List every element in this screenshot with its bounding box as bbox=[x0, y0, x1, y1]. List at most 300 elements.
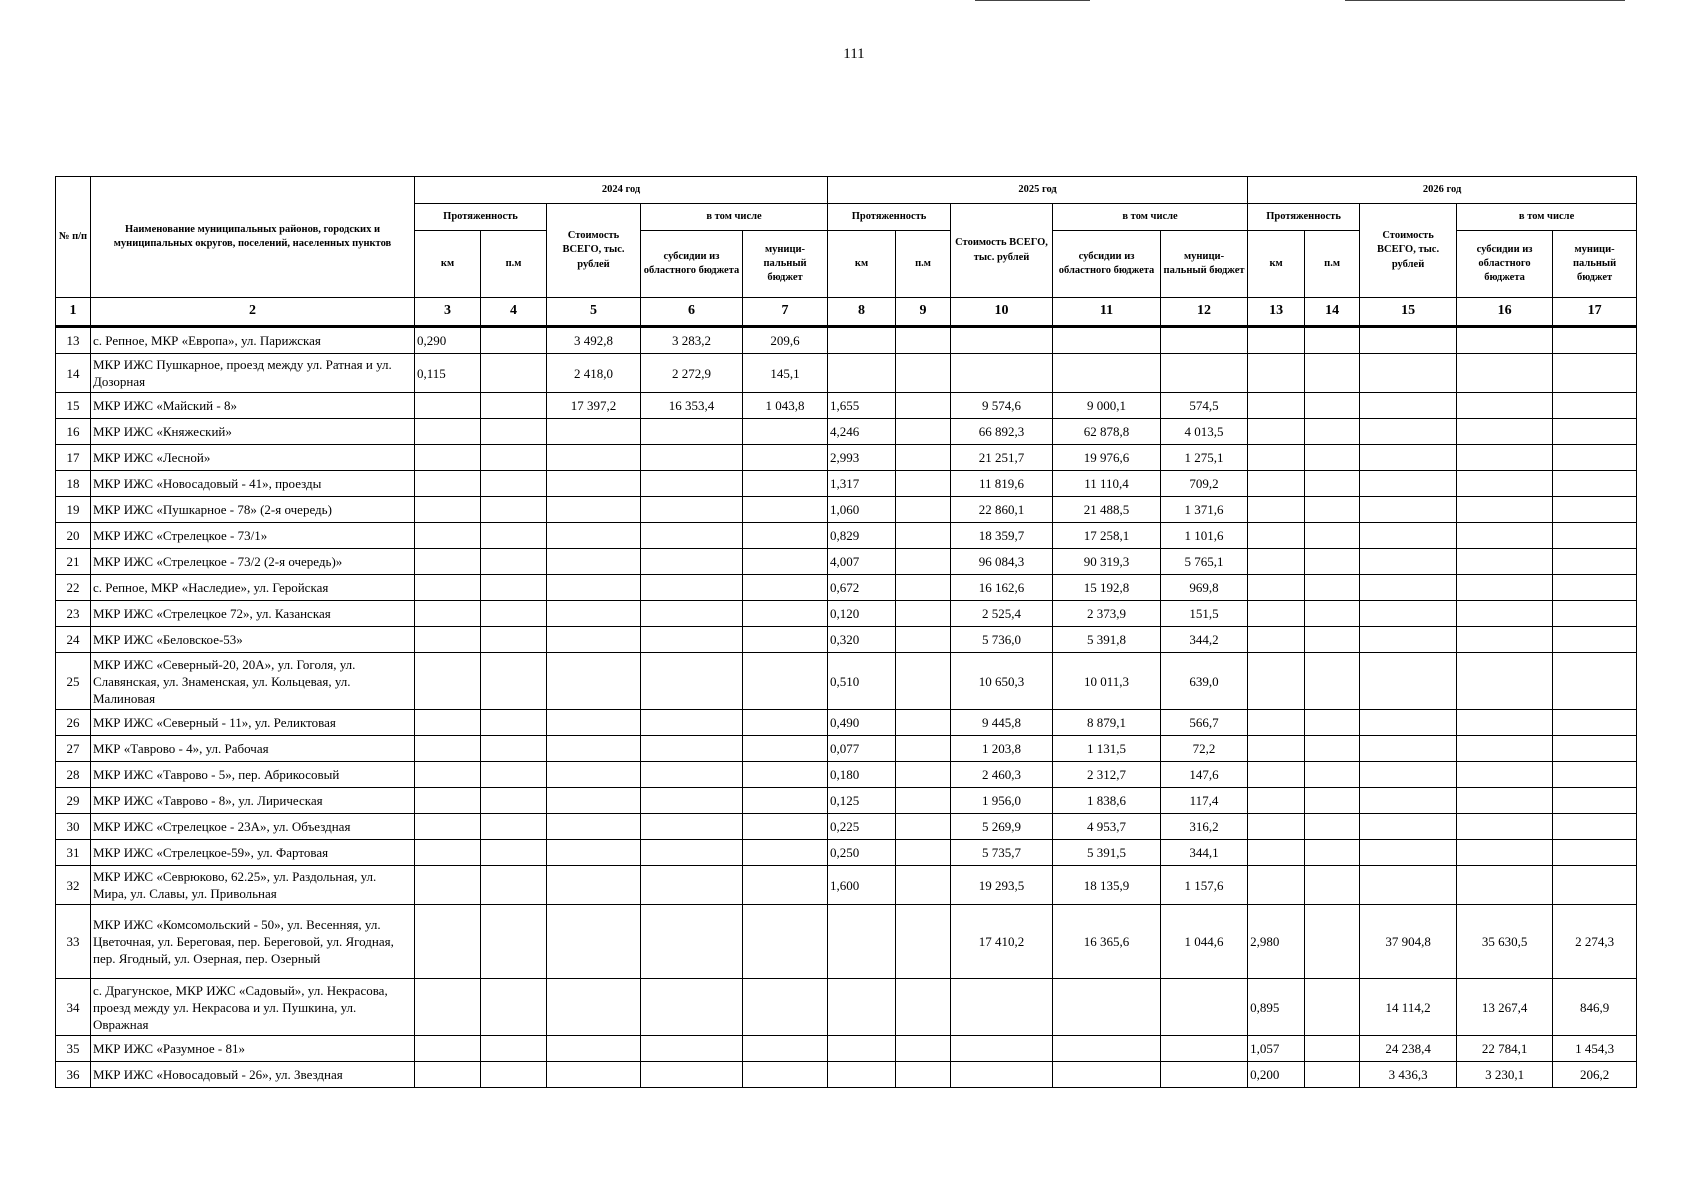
cell-col-14 bbox=[1305, 327, 1360, 354]
cell-col-4 bbox=[481, 393, 547, 419]
row-number: 13 bbox=[56, 327, 91, 354]
cell-col-10 bbox=[951, 354, 1053, 393]
cell-col-16: 3 230,1 bbox=[1457, 1062, 1553, 1088]
cell-col-17 bbox=[1553, 601, 1637, 627]
cell-col-17 bbox=[1553, 710, 1637, 736]
cell-col-13 bbox=[1248, 627, 1305, 653]
cell-col-15: 3 436,3 bbox=[1360, 1062, 1457, 1088]
cell-col-6 bbox=[641, 840, 743, 866]
row-number: 23 bbox=[56, 601, 91, 627]
cell-col-13 bbox=[1248, 653, 1305, 710]
cell-col-11: 5 391,8 bbox=[1053, 627, 1161, 653]
cell-col-6 bbox=[641, 653, 743, 710]
table-row bbox=[56, 653, 1637, 710]
location-name: МКР ИЖС «Стрелецкое - 23А», ул. Объездная bbox=[91, 814, 415, 840]
location-name: МКР ИЖС «Комсомольский - 50», ул. Весенняя, ул. Цветочная, ул. Береговая, пер. Береговой, ул. Ягодная, пер. Ягодный, ул. Озерная, пер. Озерный bbox=[91, 905, 415, 979]
cell-col-8 bbox=[828, 327, 896, 354]
cell-col-15 bbox=[1360, 445, 1457, 471]
cell-col-13: 0,895 bbox=[1248, 979, 1305, 1036]
cell-col-4 bbox=[481, 762, 547, 788]
cell-col-11: 8 879,1 bbox=[1053, 710, 1161, 736]
cell-col-9 bbox=[896, 788, 951, 814]
cell-col-17 bbox=[1553, 736, 1637, 762]
location-name: МКР «Таврово - 4», ул. Рабочая bbox=[91, 736, 415, 762]
cell-col-7 bbox=[743, 1036, 828, 1062]
cell-col-12: 72,2 bbox=[1161, 736, 1248, 762]
cell-col-10: 1 203,8 bbox=[951, 736, 1053, 762]
cell-col-7 bbox=[743, 1062, 828, 1088]
cell-col-16 bbox=[1457, 840, 1553, 866]
cell-col-12: 1 275,1 bbox=[1161, 445, 1248, 471]
cell-col-12: 566,7 bbox=[1161, 710, 1248, 736]
cell-col-16 bbox=[1457, 523, 1553, 549]
cell-col-5 bbox=[547, 866, 641, 905]
cell-col-5 bbox=[547, 1062, 641, 1088]
cell-col-4 bbox=[481, 1036, 547, 1062]
table-row bbox=[56, 788, 1637, 814]
cell-col-3 bbox=[415, 627, 481, 653]
cell-col-8: 0,120 bbox=[828, 601, 896, 627]
location-name: с. Драгунское, МКР ИЖС «Садовый», ул. Некрасова, проезд между ул. Некрасова и ул. Пушкина, ул. Овражная bbox=[91, 979, 415, 1036]
cell-col-15 bbox=[1360, 627, 1457, 653]
column-number: 1 bbox=[56, 298, 91, 327]
cell-col-17 bbox=[1553, 575, 1637, 601]
cell-col-13 bbox=[1248, 575, 1305, 601]
cell-col-7 bbox=[743, 497, 828, 523]
cell-col-10: 5 269,9 bbox=[951, 814, 1053, 840]
row-number: 14 bbox=[56, 354, 91, 393]
row-number: 31 bbox=[56, 840, 91, 866]
cell-col-15 bbox=[1360, 354, 1457, 393]
cell-col-8: 0,320 bbox=[828, 627, 896, 653]
cell-col-16 bbox=[1457, 710, 1553, 736]
cell-col-7 bbox=[743, 788, 828, 814]
cell-col-6 bbox=[641, 788, 743, 814]
cell-col-14 bbox=[1305, 445, 1360, 471]
cell-col-3 bbox=[415, 814, 481, 840]
row-number: 24 bbox=[56, 627, 91, 653]
table-body bbox=[56, 327, 1637, 1088]
cell-col-12: 5 765,1 bbox=[1161, 549, 1248, 575]
table-row bbox=[56, 736, 1637, 762]
cell-col-10: 5 736,0 bbox=[951, 627, 1053, 653]
cell-col-7: 209,6 bbox=[743, 327, 828, 354]
cell-col-15 bbox=[1360, 866, 1457, 905]
cell-col-4 bbox=[481, 653, 547, 710]
location-name: МКР ИЖС «Майский - 8» bbox=[91, 393, 415, 419]
row-number: 30 bbox=[56, 814, 91, 840]
cell-col-10 bbox=[951, 1036, 1053, 1062]
cell-col-13 bbox=[1248, 549, 1305, 575]
cell-col-8 bbox=[828, 905, 896, 979]
cell-col-14 bbox=[1305, 762, 1360, 788]
cell-col-5 bbox=[547, 736, 641, 762]
cell-col-9 bbox=[896, 393, 951, 419]
cell-col-9 bbox=[896, 653, 951, 710]
cell-col-12: 574,5 bbox=[1161, 393, 1248, 419]
cell-col-11: 15 192,8 bbox=[1053, 575, 1161, 601]
row-number: 15 bbox=[56, 393, 91, 419]
table-row bbox=[56, 549, 1637, 575]
cell-col-8: 0,225 bbox=[828, 814, 896, 840]
cell-col-12 bbox=[1161, 354, 1248, 393]
cell-col-12: 147,6 bbox=[1161, 762, 1248, 788]
cost-total-header-2026: Стоимость ВСЕГО, тыс. рублей bbox=[1360, 204, 1457, 298]
table-row bbox=[56, 471, 1637, 497]
cell-col-7 bbox=[743, 762, 828, 788]
cell-col-9 bbox=[896, 736, 951, 762]
cost-total-header-2024: Стоимость ВСЕГО, тыс. рублей bbox=[547, 204, 641, 298]
scan-edge-line bbox=[975, 0, 1090, 1]
cell-col-8: 1,060 bbox=[828, 497, 896, 523]
cell-col-15 bbox=[1360, 601, 1457, 627]
cell-col-9 bbox=[896, 523, 951, 549]
cell-col-8: 1,655 bbox=[828, 393, 896, 419]
table-row bbox=[56, 601, 1637, 627]
cell-col-16 bbox=[1457, 788, 1553, 814]
km-header-2025: км bbox=[828, 231, 896, 298]
cell-col-13 bbox=[1248, 445, 1305, 471]
location-name: МКР ИЖС «Северный - 11», ул. Реликтовая bbox=[91, 710, 415, 736]
cell-col-15 bbox=[1360, 549, 1457, 575]
cell-col-3 bbox=[415, 497, 481, 523]
cell-col-14 bbox=[1305, 736, 1360, 762]
cell-col-6 bbox=[641, 814, 743, 840]
subsidies-header-2026: субсидии из областного бюджета bbox=[1457, 231, 1553, 298]
cell-col-9 bbox=[896, 840, 951, 866]
cell-col-8: 1,600 bbox=[828, 866, 896, 905]
cell-col-4 bbox=[481, 471, 547, 497]
cell-col-13 bbox=[1248, 393, 1305, 419]
pm-header-2025: п.м bbox=[896, 231, 951, 298]
cell-col-15 bbox=[1360, 710, 1457, 736]
cell-col-16 bbox=[1457, 814, 1553, 840]
row-number: 33 bbox=[56, 905, 91, 979]
cell-col-7 bbox=[743, 710, 828, 736]
cell-col-10: 10 650,3 bbox=[951, 653, 1053, 710]
cell-col-9 bbox=[896, 575, 951, 601]
column-number: 15 bbox=[1360, 298, 1457, 327]
cell-col-11 bbox=[1053, 1062, 1161, 1088]
cell-col-10: 11 819,6 bbox=[951, 471, 1053, 497]
cell-col-3 bbox=[415, 979, 481, 1036]
cell-col-17: 846,9 bbox=[1553, 979, 1637, 1036]
cell-col-13 bbox=[1248, 814, 1305, 840]
location-name: с. Репное, МКР «Наследие», ул. Геройская bbox=[91, 575, 415, 601]
cell-col-4 bbox=[481, 788, 547, 814]
row-number: 25 bbox=[56, 653, 91, 710]
cell-col-16 bbox=[1457, 497, 1553, 523]
cell-col-14 bbox=[1305, 1036, 1360, 1062]
municipal-header-2024: муници- пальный бюджет bbox=[743, 231, 828, 298]
cell-col-10: 22 860,1 bbox=[951, 497, 1053, 523]
cell-col-15 bbox=[1360, 814, 1457, 840]
cell-col-12: 1 044,6 bbox=[1161, 905, 1248, 979]
cell-col-3: 0,115 bbox=[415, 354, 481, 393]
cell-col-15 bbox=[1360, 497, 1457, 523]
cell-col-4 bbox=[481, 840, 547, 866]
cell-col-17 bbox=[1553, 762, 1637, 788]
table-row bbox=[56, 979, 1637, 1036]
cell-col-9 bbox=[896, 627, 951, 653]
table-row bbox=[56, 762, 1637, 788]
cell-col-13 bbox=[1248, 497, 1305, 523]
cell-col-6 bbox=[641, 419, 743, 445]
cell-col-17 bbox=[1553, 445, 1637, 471]
cell-col-3 bbox=[415, 601, 481, 627]
cell-col-4 bbox=[481, 419, 547, 445]
cell-col-7 bbox=[743, 419, 828, 445]
cell-col-10 bbox=[951, 1062, 1053, 1088]
cell-col-12: 1 157,6 bbox=[1161, 866, 1248, 905]
cell-col-5 bbox=[547, 523, 641, 549]
cell-col-16 bbox=[1457, 736, 1553, 762]
cell-col-3 bbox=[415, 840, 481, 866]
column-number: 6 bbox=[641, 298, 743, 327]
cell-col-8: 0,077 bbox=[828, 736, 896, 762]
cell-col-15 bbox=[1360, 393, 1457, 419]
cell-col-16 bbox=[1457, 471, 1553, 497]
cell-col-5: 2 418,0 bbox=[547, 354, 641, 393]
cell-col-15 bbox=[1360, 327, 1457, 354]
cell-col-5 bbox=[547, 445, 641, 471]
cell-col-11: 90 319,3 bbox=[1053, 549, 1161, 575]
cell-col-5 bbox=[547, 1036, 641, 1062]
cell-col-14 bbox=[1305, 814, 1360, 840]
cell-col-11: 1 131,5 bbox=[1053, 736, 1161, 762]
cell-col-4 bbox=[481, 523, 547, 549]
row-number: 32 bbox=[56, 866, 91, 905]
table-row bbox=[56, 445, 1637, 471]
location-name: МКР ИЖС «Таврово - 8», ул. Лирическая bbox=[91, 788, 415, 814]
cell-col-14 bbox=[1305, 979, 1360, 1036]
cell-col-7 bbox=[743, 601, 828, 627]
cell-col-15: 37 904,8 bbox=[1360, 905, 1457, 979]
table-row bbox=[56, 905, 1637, 979]
table-row bbox=[56, 327, 1637, 354]
row-number: 18 bbox=[56, 471, 91, 497]
cell-col-15 bbox=[1360, 575, 1457, 601]
cell-col-12: 1 101,6 bbox=[1161, 523, 1248, 549]
cell-col-15 bbox=[1360, 471, 1457, 497]
cell-col-5 bbox=[547, 471, 641, 497]
cell-col-13 bbox=[1248, 354, 1305, 393]
table-row bbox=[56, 354, 1637, 393]
cell-col-11: 1 838,6 bbox=[1053, 788, 1161, 814]
cell-col-17 bbox=[1553, 653, 1637, 710]
row-number: 22 bbox=[56, 575, 91, 601]
cell-col-16 bbox=[1457, 327, 1553, 354]
cell-col-5 bbox=[547, 601, 641, 627]
location-name: МКР ИЖС «Разумное - 81» bbox=[91, 1036, 415, 1062]
cell-col-11: 16 365,6 bbox=[1053, 905, 1161, 979]
table-row bbox=[56, 393, 1637, 419]
row-number: 27 bbox=[56, 736, 91, 762]
cell-col-14 bbox=[1305, 419, 1360, 445]
cell-col-13 bbox=[1248, 471, 1305, 497]
cell-col-13 bbox=[1248, 419, 1305, 445]
cell-col-17 bbox=[1553, 814, 1637, 840]
cell-col-16 bbox=[1457, 549, 1553, 575]
cell-col-9 bbox=[896, 866, 951, 905]
municipal-header-2025: муници- пальный бюджет bbox=[1161, 231, 1248, 298]
cell-col-17 bbox=[1553, 627, 1637, 653]
cell-col-6: 2 272,9 bbox=[641, 354, 743, 393]
pm-header-2024: п.м bbox=[481, 231, 547, 298]
table-row bbox=[56, 814, 1637, 840]
cell-col-14 bbox=[1305, 788, 1360, 814]
cell-col-15 bbox=[1360, 762, 1457, 788]
municipal-header-2026: муници- пальный бюджет bbox=[1553, 231, 1637, 298]
location-name: МКР ИЖС «Северный-20, 20А», ул. Гоголя, ул. Славянская, ул. Знаменская, ул. Кольцевая, ул. Малиновая bbox=[91, 653, 415, 710]
cell-col-17 bbox=[1553, 419, 1637, 445]
table-row bbox=[56, 1062, 1637, 1088]
cell-col-15 bbox=[1360, 419, 1457, 445]
including-header-2025: в том числе bbox=[1053, 204, 1248, 231]
cell-col-11 bbox=[1053, 354, 1161, 393]
cell-col-13 bbox=[1248, 601, 1305, 627]
cell-col-13 bbox=[1248, 788, 1305, 814]
cell-col-3 bbox=[415, 905, 481, 979]
cell-col-13 bbox=[1248, 327, 1305, 354]
cell-col-16 bbox=[1457, 575, 1553, 601]
cell-col-14 bbox=[1305, 575, 1360, 601]
cell-col-10: 1 956,0 bbox=[951, 788, 1053, 814]
cell-col-3 bbox=[415, 419, 481, 445]
location-name: МКР ИЖС «Стрелецкое - 73/2 (2-я очередь)» bbox=[91, 549, 415, 575]
subsidies-header-2025: субсидии из областного бюджета bbox=[1053, 231, 1161, 298]
location-name: МКР ИЖС Пушкарное, проезд между ул. Ратная и ул. Дозорная bbox=[91, 354, 415, 393]
cell-col-15 bbox=[1360, 840, 1457, 866]
location-name: МКР ИЖС «Стрелецкое-59», ул. Фартовая bbox=[91, 840, 415, 866]
cell-col-10: 66 892,3 bbox=[951, 419, 1053, 445]
cell-col-8: 4,007 bbox=[828, 549, 896, 575]
year-2026-header: 2026 год bbox=[1248, 177, 1637, 204]
cell-col-6 bbox=[641, 736, 743, 762]
cell-col-6: 3 283,2 bbox=[641, 327, 743, 354]
column-number: 7 bbox=[743, 298, 828, 327]
cell-col-12 bbox=[1161, 979, 1248, 1036]
cell-col-4 bbox=[481, 497, 547, 523]
table-row bbox=[56, 627, 1637, 653]
cell-col-14 bbox=[1305, 549, 1360, 575]
cell-col-3 bbox=[415, 575, 481, 601]
cell-col-14 bbox=[1305, 354, 1360, 393]
row-number: 16 bbox=[56, 419, 91, 445]
cell-col-11 bbox=[1053, 979, 1161, 1036]
cell-col-9 bbox=[896, 327, 951, 354]
cell-col-8: 0,829 bbox=[828, 523, 896, 549]
cell-col-15: 24 238,4 bbox=[1360, 1036, 1457, 1062]
column-number: 13 bbox=[1248, 298, 1305, 327]
cell-col-11: 11 110,4 bbox=[1053, 471, 1161, 497]
cell-col-17 bbox=[1553, 393, 1637, 419]
cell-col-5 bbox=[547, 762, 641, 788]
cell-col-7 bbox=[743, 866, 828, 905]
cell-col-16 bbox=[1457, 627, 1553, 653]
cell-col-5 bbox=[547, 840, 641, 866]
column-number: 3 bbox=[415, 298, 481, 327]
cell-col-8: 0,125 bbox=[828, 788, 896, 814]
location-name: с. Репное, МКР «Европа», ул. Парижская bbox=[91, 327, 415, 354]
cell-col-12: 316,2 bbox=[1161, 814, 1248, 840]
column-number: 4 bbox=[481, 298, 547, 327]
cell-col-14 bbox=[1305, 866, 1360, 905]
cell-col-10 bbox=[951, 979, 1053, 1036]
cell-col-5 bbox=[547, 814, 641, 840]
location-name: МКР ИЖС «Княжеский» bbox=[91, 419, 415, 445]
cell-col-13 bbox=[1248, 523, 1305, 549]
cell-col-17 bbox=[1553, 327, 1637, 354]
cell-col-3 bbox=[415, 762, 481, 788]
cell-col-8: 0,180 bbox=[828, 762, 896, 788]
cell-col-6: 16 353,4 bbox=[641, 393, 743, 419]
cell-col-7 bbox=[743, 549, 828, 575]
column-number: 9 bbox=[896, 298, 951, 327]
cell-col-4 bbox=[481, 905, 547, 979]
cell-col-10: 21 251,7 bbox=[951, 445, 1053, 471]
cell-col-3 bbox=[415, 736, 481, 762]
cell-col-14 bbox=[1305, 710, 1360, 736]
cell-col-4 bbox=[481, 866, 547, 905]
cell-col-12 bbox=[1161, 327, 1248, 354]
cell-col-4 bbox=[481, 736, 547, 762]
cell-col-14 bbox=[1305, 627, 1360, 653]
cell-col-3 bbox=[415, 549, 481, 575]
cell-col-7: 1 043,8 bbox=[743, 393, 828, 419]
cell-col-12: 344,1 bbox=[1161, 840, 1248, 866]
cell-col-9 bbox=[896, 710, 951, 736]
cell-col-8: 2,993 bbox=[828, 445, 896, 471]
cell-col-9 bbox=[896, 471, 951, 497]
column-number: 16 bbox=[1457, 298, 1553, 327]
row-number: 36 bbox=[56, 1062, 91, 1088]
cell-col-17: 206,2 bbox=[1553, 1062, 1637, 1088]
cell-col-16 bbox=[1457, 653, 1553, 710]
cell-col-8: 0,672 bbox=[828, 575, 896, 601]
cell-col-12: 151,5 bbox=[1161, 601, 1248, 627]
cell-col-10: 96 084,3 bbox=[951, 549, 1053, 575]
cell-col-13 bbox=[1248, 710, 1305, 736]
cell-col-12: 639,0 bbox=[1161, 653, 1248, 710]
cell-col-11: 4 953,7 bbox=[1053, 814, 1161, 840]
length-header-2026: Протяженность bbox=[1248, 204, 1360, 231]
cell-col-10: 9 574,6 bbox=[951, 393, 1053, 419]
cell-col-13 bbox=[1248, 736, 1305, 762]
cell-col-14 bbox=[1305, 601, 1360, 627]
cell-col-7 bbox=[743, 905, 828, 979]
table-row bbox=[56, 523, 1637, 549]
column-number: 14 bbox=[1305, 298, 1360, 327]
cell-col-16 bbox=[1457, 762, 1553, 788]
cell-col-11: 62 878,8 bbox=[1053, 419, 1161, 445]
cell-col-9 bbox=[896, 762, 951, 788]
cell-col-17 bbox=[1553, 840, 1637, 866]
row-number: 35 bbox=[56, 1036, 91, 1062]
table-row bbox=[56, 840, 1637, 866]
cell-col-6 bbox=[641, 497, 743, 523]
row-number: 20 bbox=[56, 523, 91, 549]
cell-col-13: 1,057 bbox=[1248, 1036, 1305, 1062]
cell-col-14 bbox=[1305, 840, 1360, 866]
no-header: № п/п bbox=[56, 177, 91, 298]
table-row bbox=[56, 1036, 1637, 1062]
cell-col-5 bbox=[547, 905, 641, 979]
cell-col-6 bbox=[641, 979, 743, 1036]
cell-col-16 bbox=[1457, 601, 1553, 627]
cell-col-17: 2 274,3 bbox=[1553, 905, 1637, 979]
cell-col-17 bbox=[1553, 497, 1637, 523]
